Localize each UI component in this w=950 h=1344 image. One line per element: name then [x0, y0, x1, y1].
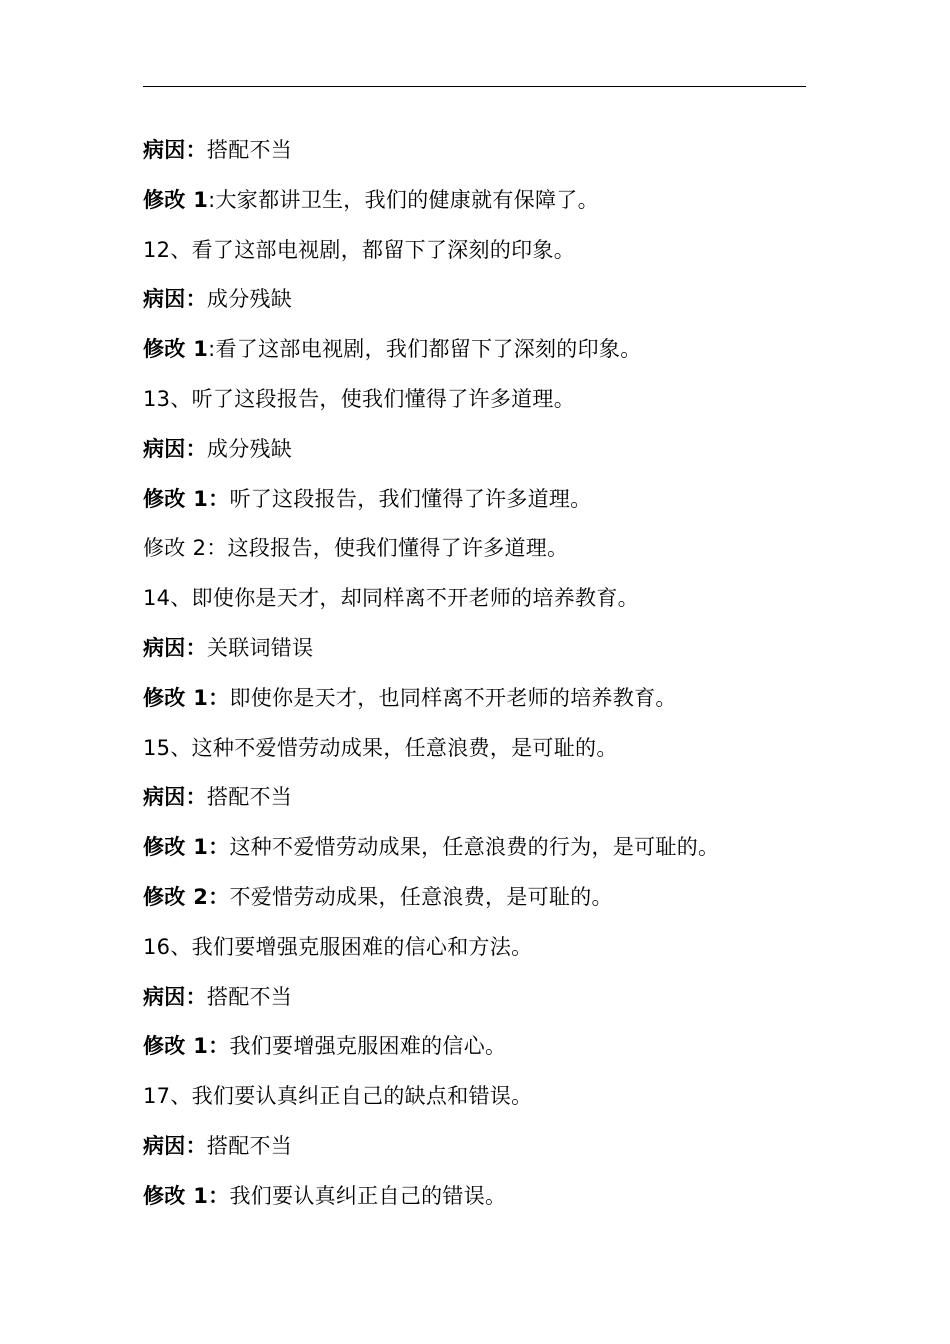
revision-line [143, 1027, 823, 1077]
revision-line [143, 330, 823, 380]
line-text: 搭配不当 [206, 1133, 293, 1158]
line-label: 病因： [143, 635, 207, 660]
line-text: 17、我们要认真纠正自己的缺点和错误。 [143, 1084, 533, 1109]
line-text: 关联词错误 [206, 635, 314, 660]
line-text: 12、看了这部电视剧，都留下了深刻的印象。 [143, 237, 576, 262]
diagnosis-line [143, 978, 823, 1028]
diagnosis-line [143, 280, 823, 330]
line-text: 搭配不当 [206, 138, 293, 162]
document-body [143, 131, 823, 1227]
revision-line [143, 1177, 823, 1227]
line-label: 修改 1： [143, 486, 230, 511]
question-line [143, 1077, 823, 1127]
line-label: 病因： [143, 436, 207, 461]
revision-line [143, 878, 823, 928]
question-line [143, 579, 823, 629]
line-label: 修改 1 [143, 337, 209, 362]
line-label: 修改 1： [143, 685, 230, 710]
question-line [143, 928, 823, 978]
line-text: 这段报告，使我们懂得了许多道理。 [227, 536, 569, 561]
line-label: 病因： [143, 287, 207, 312]
line-label: 修改 2： [143, 884, 230, 909]
line-text: :看了这部电视剧，我们都留下了深刻的印象。 [208, 337, 642, 362]
diagnosis-line [143, 131, 823, 181]
line-text: 即使你是天才，也同样离不开老师的培养教育。 [229, 685, 677, 710]
revision-line [143, 181, 823, 231]
diagnosis-line [143, 629, 823, 679]
line-text: 我们要认真纠正自己的错误。 [229, 1183, 507, 1208]
diagnosis-line [143, 1127, 823, 1177]
line-label: 修改 1： [143, 835, 230, 860]
line-text: 听了这段报告，我们懂得了许多道理。 [229, 486, 592, 511]
question-line [143, 231, 823, 281]
line-text: 16、我们要增强克服困难的信心和方法。 [143, 934, 533, 959]
diagnosis-line [143, 430, 823, 480]
line-text: 这种不爱惜劳动成果，任意浪费的行为，是可耻的。 [229, 835, 720, 860]
revision-line [143, 828, 823, 878]
revision-line [143, 480, 823, 530]
line-text: 13、听了这段报告，使我们懂得了许多道理。 [143, 386, 576, 411]
line-label: 病因： [143, 1133, 207, 1158]
line-text: 搭配不当 [206, 785, 293, 810]
line-label: 修改 1 [143, 187, 209, 212]
header-rule [143, 86, 806, 87]
line-label: 病因： [143, 138, 207, 162]
question-line [143, 729, 823, 779]
line-text: 成分残缺 [206, 436, 293, 461]
line-text: 不爱惜劳动成果，任意浪费，是可耻的。 [229, 884, 613, 909]
line-text: 搭配不当 [206, 984, 293, 1009]
revision-line [143, 679, 823, 729]
line-text: :大家都讲卫生，我们的健康就有保障了。 [208, 187, 599, 212]
line-label: 修改 2： [143, 536, 228, 561]
line-label: 修改 1： [143, 1034, 230, 1059]
line-text: 成分残缺 [206, 287, 293, 312]
line-label: 修改 1： [143, 1183, 230, 1208]
line-text: 14、即使你是天才，却同样离不开老师的培养教育。 [143, 586, 639, 611]
question-line [143, 380, 823, 430]
line-label: 病因： [143, 785, 207, 810]
line-text: 我们要增强克服困难的信心。 [229, 1034, 507, 1059]
line-text: 15、这种不爱惜劳动成果，任意浪费，是可耻的。 [143, 735, 618, 760]
revision-line [143, 529, 823, 579]
line-label: 病因： [143, 984, 207, 1009]
diagnosis-line [143, 778, 823, 828]
